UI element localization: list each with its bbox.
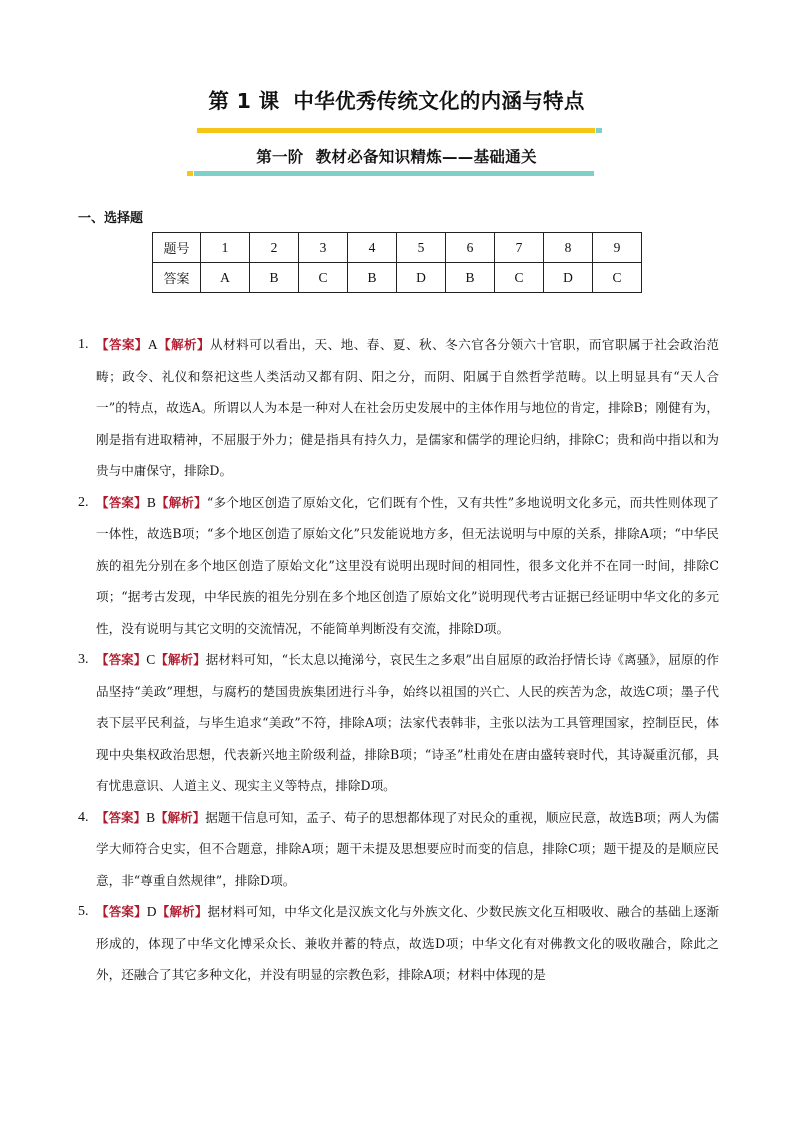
analysis-tag: 【解析】 xyxy=(155,652,206,667)
item-text: “多个地区创造了原始文化，它们既有个性，又有共性”多地说明文化多元，而共性则体现了一体性，故选B项；“多个地区创造了原始文化”只发能说地方多，但无法说明与中原的关系，排除A项；“中华民族的祖先分别在多个地区创造了原始文化”这里没有说明出现时间的相同性，很多文化并不在同一时间，排除C项；“据考古发现，中华民族的祖先分别在多个地区创造了原始文化”说明现代考古证据已经证明中华文化的多元性，没有说明与其它文明的交流情况，不能简单判断没有交流，排除D项。 xyxy=(96,494,719,636)
item-answer: B xyxy=(146,809,156,825)
explanation-item xyxy=(78,896,719,991)
item-text: 据材料可知，中华文化是汉族文化与外族文化、少数民族文化互相吸收、融合的基础上逐渐形成的，体现了中华文化博采众长、兼收并蓄的特点，故选D项；中华文化有对佛教文化的吸收融合，除此之外，还融合了其它多种文化，并没有明显的宗教色彩，排除A项；材料中体现的是 xyxy=(96,904,719,982)
question-number: 3 xyxy=(299,233,348,263)
answer-cell: D xyxy=(397,263,446,293)
answer-table-answer-row xyxy=(153,263,642,293)
answer-cell: C xyxy=(495,263,544,293)
lesson-number: 第 1 课 xyxy=(208,89,280,113)
item-answer: D xyxy=(146,904,157,919)
item-text: 从材料可以看出，天、地、春、夏、秋、冬六官各分领六十官职，而官职属于社会政治范畴；政令、礼仪和祭祀这些人类活动又都有阴、阳之分，而阴、阳属于自然哲学范畴。以上明显具有“天人合一”的特点，故选A。所谓以人为本是一种对人在社会历史发展中的主体作用与地位的肯定，排除B；刚健有为，刚是指有进取精神，不屈服于外力；健是指具有持久力，是儒家和儒学的理论归纳，排除C；贵和尚中指以和为贵与中庸保守，排除D。 xyxy=(96,337,719,478)
analysis-tag: 【解析】 xyxy=(156,904,208,919)
page-subtitle xyxy=(0,145,793,167)
answer-table-number-row xyxy=(153,233,642,263)
answer-tag: 【答案】 xyxy=(96,809,147,825)
question-number: 7 xyxy=(495,233,544,263)
question-number: 4 xyxy=(348,233,397,263)
item-number: 4. xyxy=(78,809,89,825)
lesson-title: 中华优秀传统文化的内涵与特点 xyxy=(293,89,585,113)
answer-cell: B xyxy=(446,263,495,293)
answer-cell: B xyxy=(250,263,299,293)
table-header-number: 题号 xyxy=(153,233,201,263)
title-underline-accent xyxy=(596,128,602,133)
item-text: 据材料可知，“长太息以掩涕兮，哀民生之多艰”出自屈原的政治抒情长诗《离骚》，屈原的作品坚持“美政”理想，与腐朽的楚国贵族集团进行斗争，始终以祖国的兴亡、人民的疾苦为念，故选C项；墨子代表下层平民利益，与毕生追求“美政”不符，排除A项；法家代表韩非，主张以法为工具管理国家，控制臣民，体现中央集权政治思想，代表新兴地主阶级利益，排除B项；“诗圣”杜甫处在唐由盛转衰时代，其诗凝重沉郁，具有忧患意识、人道主义、现实主义等特点，排除D项。 xyxy=(96,652,719,793)
item-number: 2. xyxy=(78,494,89,510)
item-number: 5. xyxy=(78,904,89,919)
analysis-tag: 【解析】 xyxy=(155,809,206,825)
analysis-tag: 【解析】 xyxy=(155,494,207,510)
answer-cell: B xyxy=(348,263,397,293)
question-number: 2 xyxy=(250,233,299,263)
answer-tag: 【答案】 xyxy=(96,494,147,510)
item-answer: B xyxy=(146,494,156,510)
answer-tag: 【答案】 xyxy=(96,652,147,667)
section-heading: 一、选择题 xyxy=(78,211,144,226)
item-number: 1. xyxy=(78,337,89,352)
subtitle-underline-accent xyxy=(187,171,193,176)
explanation-item xyxy=(78,644,719,802)
answer-cell: D xyxy=(544,263,593,293)
question-number: 9 xyxy=(593,233,642,263)
item-number: 3. xyxy=(78,652,89,667)
analysis-tag: 【解析】 xyxy=(157,337,210,352)
question-number: 8 xyxy=(544,233,593,263)
subtitle-text: 教材必备知识精炼——基础通关 xyxy=(315,148,537,166)
answer-tag: 【答案】 xyxy=(96,337,148,352)
explanation-item xyxy=(78,802,719,897)
stage-label: 第一阶 xyxy=(256,148,304,166)
item-answer: C xyxy=(146,652,156,667)
answer-cell: A xyxy=(201,263,250,293)
subtitle-underline-teal xyxy=(194,171,594,176)
question-number: 1 xyxy=(201,233,250,263)
answer-cell: C xyxy=(593,263,642,293)
explanation-list xyxy=(78,329,719,991)
item-answer: A xyxy=(147,337,158,352)
explanation-item xyxy=(78,487,719,645)
explanation-item xyxy=(78,329,719,487)
title-underline-yellow xyxy=(197,128,595,133)
item-text: 据题干信息可知，孟子、荀子的思想都体现了对民众的重视，顺应民意，故选B项；两人为儒学大师符合史实，但不合题意，排除A项；题干未提及思想要应时而变的信息，排除C项；题干提及的是顺应民意，非“尊重自然规律”，排除D项。 xyxy=(96,809,719,888)
answer-table xyxy=(152,232,642,293)
answer-tag: 【答案】 xyxy=(96,904,147,919)
table-header-answer: 答案 xyxy=(153,263,201,293)
question-number: 6 xyxy=(446,233,495,263)
page-title xyxy=(0,84,793,114)
question-number: 5 xyxy=(397,233,446,263)
answer-cell: C xyxy=(299,263,348,293)
